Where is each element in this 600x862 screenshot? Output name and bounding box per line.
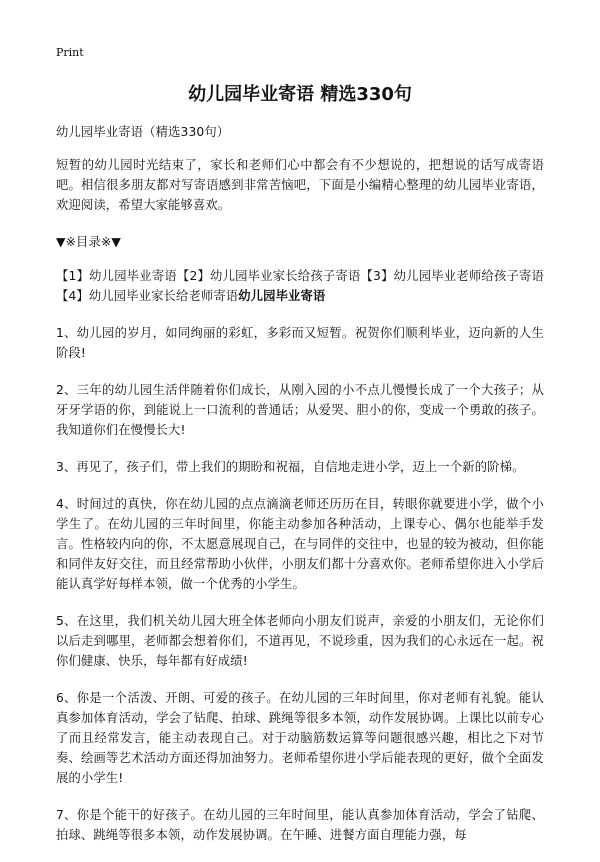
toc-link-3[interactable]: 【3】幼儿园毕业老师给孩子寄语 <box>360 269 544 283</box>
toc-link-4[interactable]: 【4】幼儿园毕业家长给老师寄语 <box>56 289 239 303</box>
list-item: 2、三年的幼儿园生活伴随着你们成长，从刚入园的小不点儿慢慢长成了一个大孩子；从牙牙学语的你，到能说上一口流利的普通话；从爱哭、胆小的你，变成一个勇敢的孩子。我知道你们在慢慢长大! <box>56 383 544 437</box>
list-item: 6、你是一个活泼、开朗、可爱的孩子。在幼儿园的三年时间里，你对老师有礼貌。能认真参加体育活动，学会了钻爬、拍球、跳绳等很多本领，动作发展协调。上课比以前专心了而且经常发言，能主动表现自己。对于动脑筋数运算等问题很感兴趣，相比之下对节奏、绘画等艺术活动方面还得加油努力。老师希望你进小学后能表现的更好，做个全面发展的小学生! <box>56 691 544 785</box>
toc-heading: ▼※目录※▼ <box>56 235 122 249</box>
toc-link-1[interactable]: 【1】幼儿园毕业寄语 <box>56 269 177 283</box>
list-item: 5、在这里，我们机关幼儿园大班全体老师向小朋友们说声，亲爱的小朋友们，无论你们以后走到哪里，老师都会想着你们，不道再见，不说珍重，因为我们的心永远在一起。祝你们健康、快乐，每年都有好成绩! <box>56 614 544 668</box>
print-link[interactable]: Print <box>56 46 84 59</box>
list-item: 3、再见了，孩子们，带上我们的期盼和祝福，自信地走进小学，迈上一个新的阶梯。 <box>56 460 525 474</box>
list-item: 7、你是个能干的好孩子。在幼儿园的三年时间里，能认真参加体育活动，学会了钻爬、拍球、跳绳等很多本领，动作发展协调。在午睡、进餐方面自理能力强，每 <box>56 808 544 842</box>
table-of-contents <box>56 266 544 306</box>
list-item: 1、幼儿园的岁月，如同绚丽的彩虹，多彩而又短暂。祝贺你们顺利毕业，迈向新的人生阶段! <box>56 326 544 360</box>
document-subtitle: 幼儿园毕业寄语（精选330句） <box>56 125 230 139</box>
document-body <box>56 122 544 862</box>
intro-paragraph: 短暂的幼儿园时光结束了，家长和老师们心中都会有不少想说的，把想说的话写成寄语吧。相信很多朋友都对写寄语感到非常苦恼吧，下面是小编精心整理的幼儿园毕业寄语，欢迎阅读，希望大家能够喜欢。 <box>56 158 544 212</box>
list-item: 4、时间过的真快，你在幼儿园的点点滴滴老师还历历在目，转眼你就要进小学，做个小学生了。在幼儿园的三年时间里，你能主动参加各种活动，上课专心、偶尔也能举手发言。性格较内向的你，不太愿意展现自己，在与同伴的交往中，也显的较为被动，但你能和同伴友好交往，而且经常帮助小伙伴，小朋友们都十分喜欢你。老师希望你进入小学后能认真学好每样本领，做一个优秀的小学生。 <box>56 497 544 591</box>
page-title: 幼儿园毕业寄语 精选330句 <box>188 84 412 105</box>
toc-link-2[interactable]: 【2】幼儿园毕业家长给孩子寄语 <box>176 269 361 283</box>
section-heading: 幼儿园毕业寄语 <box>238 289 326 303</box>
